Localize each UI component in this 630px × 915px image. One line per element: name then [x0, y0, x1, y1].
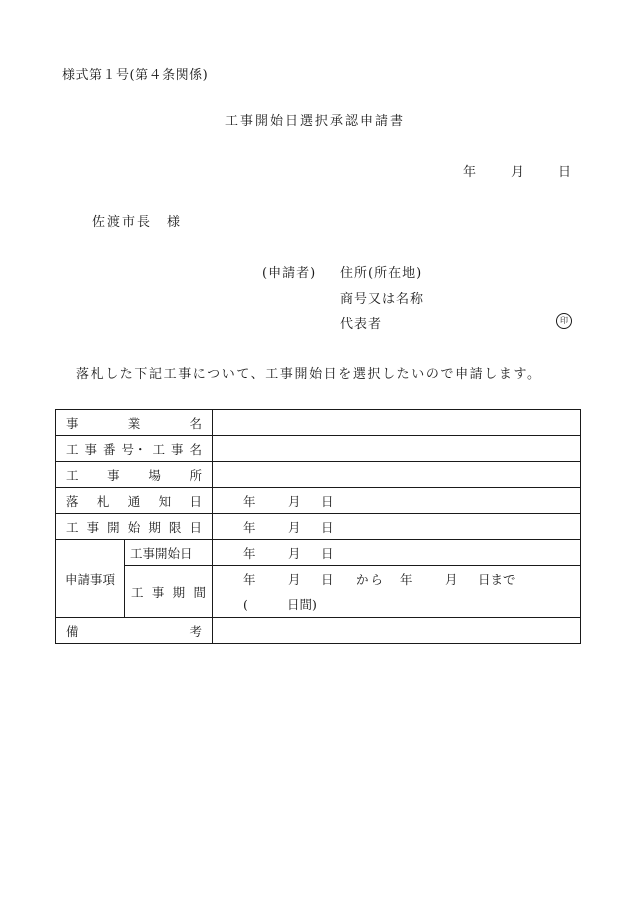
label-char: 落: [66, 493, 79, 509]
label-char: 期: [148, 519, 161, 535]
label-char: 名: [189, 441, 203, 457]
work-period-label: [125, 566, 213, 618]
start-deadline-label: [56, 514, 213, 540]
work-period-field[interactable]: [213, 566, 581, 618]
applicant-address-label: 住所(所在地): [340, 266, 423, 281]
year-unit: 年: [243, 545, 256, 561]
label-char: 事: [171, 441, 184, 457]
label-char: 事: [66, 415, 79, 431]
table-row: [56, 436, 581, 462]
work-number-name-field[interactable]: [213, 436, 581, 462]
applicant-label: (申請者): [262, 266, 317, 281]
day-unit: 日: [321, 545, 334, 561]
label-char: 工: [66, 441, 79, 457]
project-name-field[interactable]: [213, 410, 581, 436]
date-day: 日: [558, 165, 572, 180]
table-row: [56, 618, 581, 644]
label-char: 通: [127, 493, 141, 509]
days-close-text: 日間): [287, 596, 317, 612]
label-char: 番: [103, 441, 116, 457]
label-char: 工: [152, 441, 166, 457]
label-char: 工: [66, 467, 79, 483]
label-char: 工: [131, 584, 144, 600]
label-char: 事: [86, 519, 100, 535]
work-location-label: [56, 462, 213, 488]
table-row: [56, 410, 581, 436]
year-unit: 年: [243, 519, 256, 535]
month-unit: 月: [288, 545, 301, 561]
table-row: [56, 566, 581, 618]
work-number-name-label: [56, 436, 213, 462]
label-char: 期: [172, 584, 186, 600]
label-char: 名: [189, 415, 203, 431]
remarks-field[interactable]: [213, 618, 581, 644]
year-unit: 年: [400, 571, 413, 587]
table-row: [56, 514, 581, 540]
work-location-field[interactable]: [213, 462, 581, 488]
applicant-trade-name-label: 商号又は名称: [340, 292, 425, 307]
label-char: 知: [158, 493, 172, 509]
label-char: 事: [151, 584, 165, 600]
label-char: 事: [107, 467, 120, 483]
start-deadline-field[interactable]: [213, 514, 581, 540]
table-row: [56, 488, 581, 514]
label-char: 場: [148, 467, 161, 483]
day-unit: 日: [321, 493, 334, 509]
date-year: 年: [463, 165, 477, 180]
label-char: 所: [189, 467, 202, 483]
table-row: [56, 540, 581, 566]
label-char: 札: [96, 493, 110, 509]
label-char: 日: [189, 493, 203, 509]
label-char: 号・: [121, 441, 147, 457]
award-notice-date-label: [56, 488, 213, 514]
application-statement: 落札した下記工事について、工事開始日を選択したいので申請します。: [76, 367, 542, 382]
table-row: [56, 462, 581, 488]
application-table: [55, 409, 581, 644]
period-from-text: から: [356, 571, 386, 587]
application-items-label: 申請事項: [56, 540, 125, 618]
start-date-field[interactable]: [213, 540, 581, 566]
remarks-label: [56, 618, 213, 644]
day-unit: 日: [321, 571, 334, 587]
month-unit: 月: [445, 571, 458, 587]
applicant-representative-label: 代表者: [340, 317, 383, 332]
days-open-paren: (: [243, 596, 248, 612]
label-char: 始: [127, 519, 141, 535]
month-unit: 月: [288, 571, 301, 587]
label-char: 限: [168, 519, 182, 535]
award-notice-date-field[interactable]: [213, 488, 581, 514]
period-until-text: 日まで: [478, 571, 516, 587]
label-char: 事: [84, 441, 98, 457]
date-month: 月: [511, 165, 525, 180]
document-title: 工事開始日選択承認申請書: [224, 114, 405, 129]
label-char: 日: [189, 519, 202, 535]
label-char: 開: [107, 519, 120, 535]
seal-icon: 印: [556, 313, 572, 329]
addressee: 佐渡市長 様: [92, 215, 183, 230]
month-unit: 月: [288, 493, 301, 509]
day-unit: 日: [321, 519, 334, 535]
form-number: 様式第１号(第４条関係): [62, 68, 209, 83]
project-name-label: [56, 410, 213, 436]
label-char: 考: [189, 623, 203, 639]
label-char: 工: [66, 519, 79, 535]
start-date-label: 工事開始日: [125, 540, 213, 566]
label-char: 業: [127, 415, 141, 431]
year-unit: 年: [243, 571, 256, 587]
year-unit: 年: [243, 493, 256, 509]
label-char: 間: [193, 584, 206, 600]
month-unit: 月: [288, 519, 301, 535]
label-char: 備: [66, 623, 79, 639]
